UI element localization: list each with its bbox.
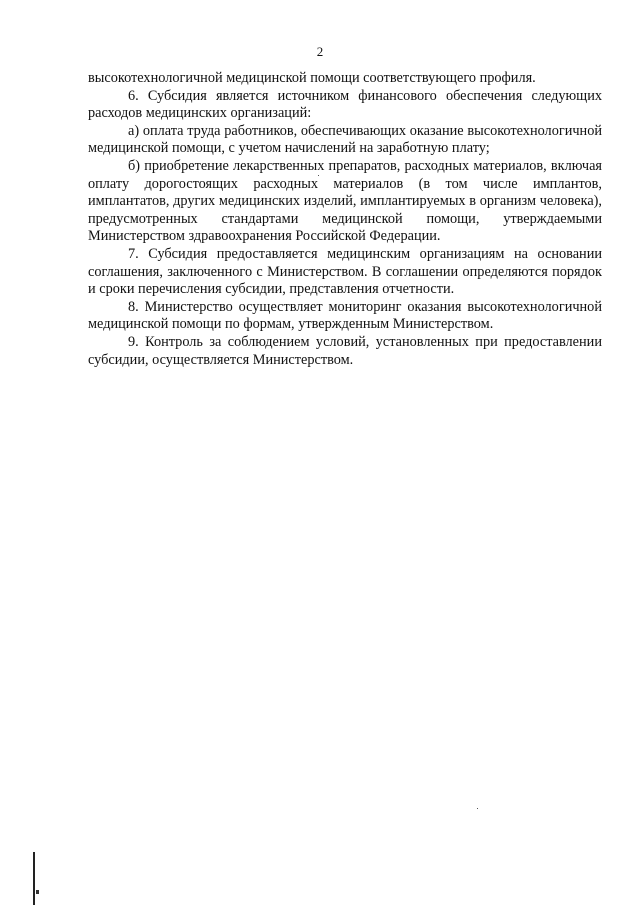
- scan-margin-tick: [36, 890, 39, 894]
- paragraph-item-7: 7. Субсидия предоставляется медицинским организациям на основании соглашения, заключенного с Министерством. В соглашении определяются порядок и сроки перечисления субсидии, представления отчетности.: [88, 245, 602, 298]
- document-body: [88, 70, 602, 369]
- page-number: 2: [316, 44, 324, 59]
- scan-speck: [477, 808, 478, 809]
- scan-speck: [318, 175, 319, 176]
- paragraph-subitem-b: б) приобретение лекарственных препаратов, расходных материалов, включая оплату дорогостоящих расходных материалов (в том числе имплантов, имплантатов, других медицинских изделий, имплантируемых в организм человека), предусмотренных стандартами медицинской помощи, утверждаемыми Министерством здравоохранения Российской Федерации.: [88, 157, 602, 245]
- paragraph-item-8: 8. Министерство осуществляет мониторинг оказания высокотехнологичной медицинской помощи по формам, утвержденным Министерством.: [88, 298, 602, 333]
- paragraph-item-9: 9. Контроль за соблюдением условий, установленных при предоставлении субсидии, осуществляется Министерством.: [88, 333, 602, 368]
- scan-margin-mark: [33, 852, 35, 905]
- paragraph-continuation: высокотехнологичной медицинской помощи соответствующего профиля.: [88, 70, 536, 86]
- paragraph-subitem-a: а) оплата труда работников, обеспечивающих оказание высокотехнологичной медицинской помощи, с учетом начислений на заработную плату;: [88, 122, 602, 157]
- paragraph-item-6: 6. Субсидия является источником финансового обеспечения следующих расходов медицинских организаций:: [88, 87, 602, 122]
